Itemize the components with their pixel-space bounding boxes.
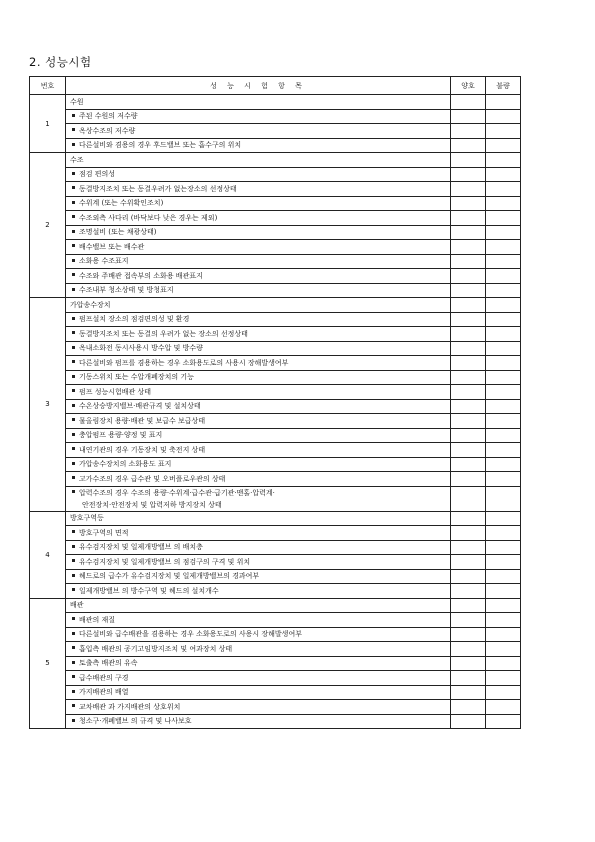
pass-check-cell[interactable] xyxy=(451,269,486,284)
pass-check-cell[interactable] xyxy=(451,414,486,429)
fail-check-cell[interactable] xyxy=(486,356,521,371)
fail-check-cell[interactable] xyxy=(486,95,521,110)
table-row xyxy=(30,656,521,671)
header-item xyxy=(66,77,451,95)
item-label: 주된 수원의 저수량 xyxy=(79,112,138,121)
fail-check-cell[interactable] xyxy=(486,656,521,671)
fail-check-cell[interactable] xyxy=(486,312,521,327)
item-label: 급수배관의 구경 xyxy=(79,673,129,682)
table-row xyxy=(30,138,521,153)
item-label: 가지배관의 배열 xyxy=(79,688,129,697)
square-bullet-icon xyxy=(72,331,75,334)
fail-check-cell[interactable] xyxy=(486,298,521,313)
item-cell xyxy=(66,526,451,541)
header-number: 번호 xyxy=(30,77,66,95)
item-cell xyxy=(66,540,451,555)
square-bullet-icon xyxy=(72,389,75,392)
pass-check-cell[interactable] xyxy=(451,298,486,313)
square-bullet-icon xyxy=(72,418,75,421)
pass-check-cell[interactable] xyxy=(451,211,486,226)
pass-check-cell[interactable] xyxy=(451,124,486,139)
square-bullet-icon xyxy=(72,490,75,493)
item-cell xyxy=(66,138,451,153)
fail-check-cell[interactable] xyxy=(486,225,521,240)
item-label: 헤드로의 급수가 유수검지장치 및 일제개방밸브의 경과여부 xyxy=(79,572,260,581)
square-bullet-icon xyxy=(72,259,75,262)
item-cell xyxy=(66,671,451,686)
pass-check-cell[interactable] xyxy=(451,714,486,729)
item-cell xyxy=(66,486,451,511)
item-label: 수조내부 청소상태 및 방청표지 xyxy=(79,286,174,295)
fail-check-cell[interactable] xyxy=(486,414,521,429)
square-bullet-icon xyxy=(72,433,75,436)
table-row xyxy=(30,370,521,385)
table-body xyxy=(30,95,521,729)
item-label: 수온상승방지밸브·배관규격 및 설치상태 xyxy=(79,402,201,411)
table-row xyxy=(30,414,521,429)
fail-check-cell[interactable] xyxy=(486,642,521,657)
table-row xyxy=(30,714,521,729)
fail-check-cell[interactable] xyxy=(486,124,521,139)
pass-check-cell[interactable] xyxy=(451,700,486,715)
header-item-label: 성 능 시 험 항 목 xyxy=(210,81,306,90)
item-cell xyxy=(66,225,451,240)
item-cell xyxy=(66,109,451,124)
pass-check-cell[interactable] xyxy=(451,685,486,700)
pass-check-cell[interactable] xyxy=(451,613,486,628)
pass-check-cell[interactable] xyxy=(451,312,486,327)
table-row xyxy=(30,428,521,443)
fail-check-cell[interactable] xyxy=(486,443,521,458)
square-bullet-icon xyxy=(72,346,75,349)
square-bullet-icon xyxy=(72,201,75,204)
table-row xyxy=(30,540,521,555)
fail-check-cell[interactable] xyxy=(486,327,521,342)
square-bullet-icon xyxy=(72,690,75,693)
item-label: 소화용 수조표지 xyxy=(79,257,129,266)
pass-check-cell[interactable] xyxy=(451,584,486,599)
pass-check-cell[interactable] xyxy=(451,443,486,458)
fail-check-cell[interactable] xyxy=(486,254,521,269)
item-cell xyxy=(66,269,451,284)
item-cell xyxy=(66,327,451,342)
table-row xyxy=(30,584,521,599)
fail-check-cell[interactable] xyxy=(486,385,521,400)
square-bullet-icon xyxy=(72,646,75,649)
item-cell xyxy=(66,685,451,700)
table-row xyxy=(30,341,521,356)
pass-check-cell[interactable] xyxy=(451,167,486,182)
table-row xyxy=(30,312,521,327)
square-bullet-icon xyxy=(72,360,75,363)
table-row xyxy=(30,356,521,371)
item-cell xyxy=(66,569,451,584)
pass-check-cell[interactable] xyxy=(451,240,486,255)
item-cell xyxy=(66,211,451,226)
square-bullet-icon xyxy=(72,143,75,146)
group-number: 3 xyxy=(30,298,66,512)
table-row xyxy=(30,385,521,400)
pass-check-cell[interactable] xyxy=(451,370,486,385)
table-row xyxy=(30,167,521,182)
square-bullet-icon xyxy=(72,588,75,591)
pass-check-cell[interactable] xyxy=(451,182,486,197)
fail-check-cell[interactable] xyxy=(486,109,521,124)
pass-check-cell[interactable] xyxy=(451,254,486,269)
square-bullet-icon xyxy=(72,661,75,664)
group-title: 방호구역등 xyxy=(66,511,451,526)
table-row xyxy=(30,182,521,197)
table-row xyxy=(30,526,521,541)
fail-check-cell[interactable] xyxy=(486,511,521,526)
pass-check-cell[interactable] xyxy=(451,598,486,613)
item-cell xyxy=(66,555,451,570)
pass-check-cell[interactable] xyxy=(451,138,486,153)
item-cell xyxy=(66,428,451,443)
fail-check-cell[interactable] xyxy=(486,167,521,182)
item-label: 토출측 배관의 유속 xyxy=(79,659,138,668)
item-cell xyxy=(66,714,451,729)
item-label: 교차배관 과 가지배관의 상호위치 xyxy=(79,702,181,711)
item-label: 수위계 (또는 수위확인조치) xyxy=(79,199,164,208)
fail-check-cell[interactable] xyxy=(486,486,521,511)
item-label: 다른설비와 펌프를 겸용하는 경우 소화용도로의 사용시 장해발생여부 xyxy=(79,358,289,367)
square-bullet-icon xyxy=(72,617,75,620)
group-title: 수조 xyxy=(66,153,451,168)
item-cell xyxy=(66,642,451,657)
table-row xyxy=(30,671,521,686)
table-row xyxy=(30,700,521,715)
item-cell xyxy=(66,240,451,255)
item-label: 흡입측 배관의 공기고임방지조치 및 여과장치 상태 xyxy=(79,644,233,653)
square-bullet-icon xyxy=(72,375,75,378)
fail-check-cell[interactable] xyxy=(486,341,521,356)
square-bullet-icon xyxy=(72,317,75,320)
table-row xyxy=(30,642,521,657)
table-row xyxy=(30,443,521,458)
table-row xyxy=(30,569,521,584)
item-label: 고가수조의 경우 급수관 및 오버플로우관의 상태 xyxy=(79,474,226,483)
fail-check-cell[interactable] xyxy=(486,598,521,613)
square-bullet-icon xyxy=(72,704,75,707)
table-row xyxy=(30,486,521,511)
table-row xyxy=(30,613,521,628)
item-cell xyxy=(66,414,451,429)
item-label: 배관의 재질 xyxy=(79,615,116,624)
item-cell xyxy=(66,370,451,385)
pass-check-cell[interactable] xyxy=(451,327,486,342)
fail-check-cell[interactable] xyxy=(486,269,521,284)
item-label: 배수밸브 또는 배수관 xyxy=(79,242,145,251)
pass-check-cell[interactable] xyxy=(451,656,486,671)
fail-check-cell[interactable] xyxy=(486,211,521,226)
item-label-line1: 압력수조의 경우 수조의 용량·수위계·급수관·급기관·맨홀·압력계· xyxy=(79,488,275,497)
item-cell xyxy=(66,399,451,414)
fail-check-cell[interactable] xyxy=(486,526,521,541)
pass-check-cell[interactable] xyxy=(451,511,486,526)
pass-check-cell[interactable] xyxy=(451,486,486,511)
pass-check-cell[interactable] xyxy=(451,283,486,298)
item-label-line2: 안전장치·안전장치 및 압력저하 방지장치 상태 xyxy=(82,500,222,509)
group-number: 5 xyxy=(30,598,66,729)
pass-check-cell[interactable] xyxy=(451,109,486,124)
item-label: 기동스위치 또는 수압개폐장치의 기능 xyxy=(79,373,194,382)
fail-check-cell[interactable] xyxy=(486,153,521,168)
square-bullet-icon xyxy=(72,574,75,577)
table-row xyxy=(30,399,521,414)
pass-check-cell[interactable] xyxy=(451,642,486,657)
table-row xyxy=(30,327,521,342)
group-title-row xyxy=(30,153,521,168)
item-cell xyxy=(66,283,451,298)
fail-check-cell[interactable] xyxy=(486,182,521,197)
pass-check-cell[interactable] xyxy=(451,225,486,240)
fail-check-cell[interactable] xyxy=(486,240,521,255)
square-bullet-icon xyxy=(72,559,75,562)
pass-check-cell[interactable] xyxy=(451,399,486,414)
inspection-table xyxy=(29,76,521,729)
fail-check-cell[interactable] xyxy=(486,555,521,570)
table-row xyxy=(30,124,521,139)
group-title: 배관 xyxy=(66,598,451,613)
item-label: 유수검지장치 및 일제개방밸브 의 배치층 xyxy=(79,543,203,552)
table-row xyxy=(30,211,521,226)
fail-check-cell[interactable] xyxy=(486,685,521,700)
square-bullet-icon xyxy=(72,404,75,407)
pass-check-cell[interactable] xyxy=(451,627,486,642)
table-row xyxy=(30,225,521,240)
square-bullet-icon xyxy=(72,215,75,218)
fail-check-cell[interactable] xyxy=(486,613,521,628)
item-cell xyxy=(66,613,451,628)
pass-check-cell[interactable] xyxy=(451,526,486,541)
group-title: 수원 xyxy=(66,95,451,110)
item-label: 일제개방밸브 의 방수구역 및 헤드의 설치개수 xyxy=(79,586,219,595)
item-cell xyxy=(66,182,451,197)
fail-check-cell[interactable] xyxy=(486,283,521,298)
item-label: 동결방지조치 또는 동결우려가 없는장소의 선정상태 xyxy=(79,184,237,193)
pass-check-cell[interactable] xyxy=(451,153,486,168)
group-title-row xyxy=(30,511,521,526)
pass-check-cell[interactable] xyxy=(451,569,486,584)
table-row xyxy=(30,627,521,642)
item-cell xyxy=(66,167,451,182)
fail-check-cell[interactable] xyxy=(486,428,521,443)
square-bullet-icon xyxy=(72,273,75,276)
table-row xyxy=(30,196,521,211)
item-label: 동결방지조치 또는 동결의 우려가 없는 장소의 선정상태 xyxy=(79,329,248,338)
pass-check-cell[interactable] xyxy=(451,341,486,356)
header-pass: 양호 xyxy=(451,77,486,95)
item-cell xyxy=(66,656,451,671)
fail-check-cell[interactable] xyxy=(486,457,521,472)
table-row xyxy=(30,269,521,284)
fail-check-cell[interactable] xyxy=(486,671,521,686)
item-label: 충압펌프 용량·양정 및 표지 xyxy=(79,431,163,440)
pass-check-cell[interactable] xyxy=(451,356,486,371)
group-number: 1 xyxy=(30,95,66,153)
item-cell xyxy=(66,457,451,472)
square-bullet-icon xyxy=(72,288,75,291)
item-label: 조명설비 (또는 채광상태) xyxy=(79,228,157,237)
pass-check-cell[interactable] xyxy=(451,472,486,487)
square-bullet-icon xyxy=(72,172,75,175)
fail-check-cell[interactable] xyxy=(486,196,521,211)
item-label: 옥내소화전 동시사용시 방수압 및 방수량 xyxy=(79,344,203,353)
pass-check-cell[interactable] xyxy=(451,671,486,686)
item-label: 내연기관의 경우 기동장치 및 축전지 상태 xyxy=(79,445,206,454)
item-cell xyxy=(66,443,451,458)
item-cell xyxy=(66,627,451,642)
group-title: 가압송수장치 xyxy=(66,298,451,313)
square-bullet-icon xyxy=(72,476,75,479)
table-row xyxy=(30,685,521,700)
fail-check-cell[interactable] xyxy=(486,540,521,555)
item-cell xyxy=(66,584,451,599)
square-bullet-icon xyxy=(72,230,75,233)
item-label: 유수검지장치 및 일제개방밸브 의 점검구의 구격 및 위치 xyxy=(79,557,251,566)
item-cell xyxy=(66,700,451,715)
fail-check-cell[interactable] xyxy=(486,399,521,414)
square-bullet-icon xyxy=(72,447,75,450)
fail-check-cell[interactable] xyxy=(486,714,521,729)
square-bullet-icon xyxy=(72,128,75,131)
item-cell xyxy=(66,356,451,371)
square-bullet-icon xyxy=(72,244,75,247)
fail-check-cell[interactable] xyxy=(486,472,521,487)
pass-check-cell[interactable] xyxy=(451,555,486,570)
fail-check-cell[interactable] xyxy=(486,138,521,153)
item-label: 청소구·개폐밸브 의 규격 및 나사보호 xyxy=(79,717,192,726)
item-cell xyxy=(66,254,451,269)
table-row xyxy=(30,555,521,570)
section-title: 2. 성능시험 xyxy=(29,55,92,69)
item-label: 물올림장치 용량·배관 및 보급수 보급상태 xyxy=(79,416,206,425)
fail-check-cell[interactable] xyxy=(486,627,521,642)
group-number: 2 xyxy=(30,153,66,298)
item-cell xyxy=(66,385,451,400)
group-title-row xyxy=(30,598,521,613)
item-label: 펌프 성능시험배관 상태 xyxy=(79,387,152,396)
table-row xyxy=(30,254,521,269)
item-cell xyxy=(66,472,451,487)
item-label: 수조와 주배관 접속부의 소화용 배관표지 xyxy=(79,271,203,280)
item-label: 펌프설치 장소의 점검편의성 및 환경 xyxy=(79,315,190,324)
pass-check-cell[interactable] xyxy=(451,95,486,110)
group-number: 4 xyxy=(30,511,66,598)
item-label: 수조외측 사다리 (바닥보다 낮은 경우는 제외) xyxy=(79,213,218,222)
fail-check-cell[interactable] xyxy=(486,584,521,599)
table-row xyxy=(30,457,521,472)
item-cell xyxy=(66,124,451,139)
square-bullet-icon xyxy=(72,632,75,635)
square-bullet-icon xyxy=(72,114,75,117)
fail-check-cell[interactable] xyxy=(486,370,521,385)
group-title-row xyxy=(30,95,521,110)
item-cell xyxy=(66,196,451,211)
square-bullet-icon xyxy=(72,462,75,465)
square-bullet-icon xyxy=(72,530,75,533)
item-cell xyxy=(66,341,451,356)
fail-check-cell[interactable] xyxy=(486,569,521,584)
pass-check-cell[interactable] xyxy=(451,196,486,211)
square-bullet-icon xyxy=(72,675,75,678)
item-cell xyxy=(66,312,451,327)
pass-check-cell[interactable] xyxy=(451,385,486,400)
item-label: 가압송수장치의 소화용도 표지 xyxy=(79,460,172,469)
table-row xyxy=(30,109,521,124)
pass-check-cell[interactable] xyxy=(451,428,486,443)
pass-check-cell[interactable] xyxy=(451,540,486,555)
table-row xyxy=(30,283,521,298)
item-label: 옥상수조의 저수량 xyxy=(79,126,136,135)
item-label: 점검 편의성 xyxy=(79,170,116,179)
header-fail: 불량 xyxy=(486,77,521,95)
table-row xyxy=(30,472,521,487)
square-bullet-icon xyxy=(72,545,75,548)
item-label: 방호구역의 면적 xyxy=(79,528,129,537)
pass-check-cell[interactable] xyxy=(451,457,486,472)
fail-check-cell[interactable] xyxy=(486,700,521,715)
table-header xyxy=(30,77,521,95)
item-label: 다른설비와 급수배관을 겸용하는 경우 소화용도로의 사용시 장해발생여부 xyxy=(79,630,302,639)
item-label: 다른설비와 겸용의 경우 후드밸브 또는 흡수구의 위치 xyxy=(79,141,242,150)
square-bullet-icon xyxy=(72,719,75,722)
table-row xyxy=(30,240,521,255)
square-bullet-icon xyxy=(72,186,75,189)
group-title-row xyxy=(30,298,521,313)
